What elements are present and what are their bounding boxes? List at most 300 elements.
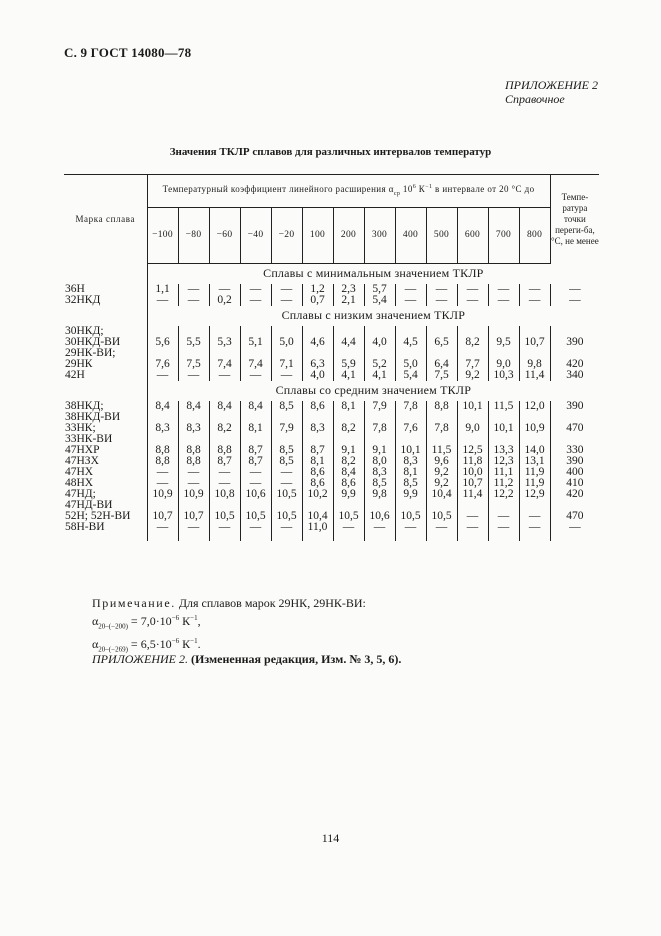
value-cell: 10,9 xyxy=(147,489,178,500)
alloy-name-cell: 48НХ xyxy=(64,478,147,489)
value-cell: 12,0 xyxy=(519,401,550,412)
value-cell: — xyxy=(488,522,519,533)
table-row xyxy=(64,467,599,478)
table-row xyxy=(64,489,599,500)
value-cell: — xyxy=(271,284,302,295)
alloy-name-cell: 29НК xyxy=(64,359,147,370)
value-cell: 11,5 xyxy=(426,445,457,456)
value-cell xyxy=(519,500,550,511)
value-cell: 4,4 xyxy=(333,337,364,348)
padding-cell xyxy=(333,533,364,541)
value-cell xyxy=(209,434,240,445)
value-cell: — xyxy=(240,284,271,295)
value-cell: 11,5 xyxy=(488,401,519,412)
section-name-spacer xyxy=(64,381,147,401)
value-cell: 11,4 xyxy=(457,489,488,500)
section-header-row xyxy=(64,306,599,326)
value-cell: 7,6 xyxy=(395,423,426,434)
value-cell: 9,2 xyxy=(457,370,488,381)
padding-cell xyxy=(178,533,209,541)
value-cell: 7,8 xyxy=(364,423,395,434)
value-cell: 9,0 xyxy=(488,359,519,370)
value-cell xyxy=(147,348,178,359)
value-cell xyxy=(488,326,519,337)
value-cell: 10,1 xyxy=(457,401,488,412)
table-row xyxy=(64,423,599,434)
value-cell: 9,6 xyxy=(426,456,457,467)
alloy-name-cell: 38НКД-ВИ xyxy=(64,412,147,423)
value-cell: — xyxy=(426,284,457,295)
value-cell xyxy=(178,412,209,423)
page-header-standard: С. 9 ГОСТ 14080—78 xyxy=(64,45,192,60)
value-cell: 8,6 xyxy=(302,467,333,478)
value-cell xyxy=(550,412,599,423)
value-cell: — xyxy=(519,511,550,522)
value-cell: — xyxy=(147,478,178,489)
section-name-spacer xyxy=(64,306,147,326)
koef-header: Температурный коэффициент линейного расширения $\alpha_{ср}$ $10^6$ $К^{-1}$ в интервале от 20 °С до xyxy=(147,175,550,208)
value-cell: 12,3 xyxy=(488,456,519,467)
value-cell xyxy=(333,434,364,445)
padding-cell xyxy=(147,533,178,541)
value-cell: — xyxy=(240,522,271,533)
value-cell: — xyxy=(240,478,271,489)
table-row xyxy=(64,348,599,359)
value-cell xyxy=(271,434,302,445)
value-cell: — xyxy=(271,478,302,489)
value-cell: 8,5 xyxy=(271,401,302,412)
value-cell: 8,4 xyxy=(178,401,209,412)
value-cell: — xyxy=(457,284,488,295)
value-cell: 390 xyxy=(566,399,584,412)
value-cell: — xyxy=(178,284,209,295)
value-cell: 11,9 xyxy=(519,467,550,478)
revision-note: ПРИЛОЖЕНИЕ 2. (Измененная редакция, Изм. № 3, 5, 6). xyxy=(92,652,402,666)
value-cell: 8,2 xyxy=(333,456,364,467)
value-cell xyxy=(488,500,519,511)
value-cell: 390 xyxy=(566,454,584,467)
value-cell xyxy=(302,348,333,359)
value-cell: — xyxy=(519,284,550,295)
value-cell xyxy=(178,500,209,511)
value-cell: 340 xyxy=(566,368,584,381)
alloy-name-cell: 47НХР xyxy=(64,445,147,456)
padding-cell xyxy=(209,533,240,541)
value-cell: 7,7 xyxy=(457,359,488,370)
value-cell: 7,5 xyxy=(426,370,457,381)
padding-cell xyxy=(457,533,488,541)
value-cell xyxy=(209,326,240,337)
tklr-table xyxy=(64,174,599,541)
value-cell: 2,3 xyxy=(333,284,364,295)
value-cell: 8,1 xyxy=(395,467,426,478)
temp-header-cell: 100 xyxy=(302,208,333,264)
table-row xyxy=(64,511,599,522)
value-cell: — xyxy=(569,293,581,306)
temp-header-cell: −40 xyxy=(240,208,271,264)
value-cell xyxy=(395,326,426,337)
value-cell: 390 xyxy=(566,335,584,348)
alloy-name-cell: 36Н xyxy=(64,284,147,295)
padding-cell xyxy=(271,533,302,541)
page-number: 114 xyxy=(321,831,340,845)
value-cell: — xyxy=(395,522,426,533)
table-row xyxy=(64,434,599,445)
temp-header-cell: 200 xyxy=(333,208,364,264)
value-cell xyxy=(302,434,333,445)
value-cell xyxy=(550,434,599,445)
value-cell xyxy=(333,326,364,337)
value-cell: 8,4 xyxy=(147,401,178,412)
value-cell: — xyxy=(488,284,519,295)
value-cell: 10,5 xyxy=(209,511,240,522)
value-cell: 0,2 xyxy=(209,295,240,306)
alloy-name-cell: 33НК-ВИ xyxy=(64,434,147,445)
value-cell: 7,9 xyxy=(271,423,302,434)
value-cell: — xyxy=(147,522,178,533)
value-cell xyxy=(302,500,333,511)
value-cell xyxy=(209,412,240,423)
value-cell xyxy=(178,348,209,359)
value-cell xyxy=(147,326,178,337)
value-cell: 5,3 xyxy=(209,337,240,348)
table-row xyxy=(64,500,599,511)
value-cell: 9,8 xyxy=(519,359,550,370)
value-cell: — xyxy=(519,295,550,306)
value-cell: — xyxy=(209,467,240,478)
value-cell xyxy=(457,434,488,445)
value-cell: 8,7 xyxy=(302,445,333,456)
padding-cell xyxy=(302,533,333,541)
value-cell: — xyxy=(147,467,178,478)
value-cell xyxy=(209,348,240,359)
value-cell: — xyxy=(457,511,488,522)
value-cell: 8,2 xyxy=(457,337,488,348)
alloy-name-cell: 32НКД xyxy=(64,295,147,306)
value-cell: 8,8 xyxy=(147,445,178,456)
temp-header-cell: 600 xyxy=(457,208,488,264)
section-name-spacer xyxy=(64,264,147,284)
table-row xyxy=(64,445,599,456)
section-header-row xyxy=(64,381,599,401)
value-cell: 5,0 xyxy=(271,337,302,348)
value-cell: 10,5 xyxy=(271,511,302,522)
value-cell: 5,4 xyxy=(364,295,395,306)
value-cell: — xyxy=(395,295,426,306)
value-cell xyxy=(271,412,302,423)
value-cell: 5,7 xyxy=(364,284,395,295)
value-cell xyxy=(426,326,457,337)
padding-cell xyxy=(364,533,395,541)
value-cell: — xyxy=(488,511,519,522)
table-row xyxy=(64,295,599,306)
value-cell: 5,6 xyxy=(147,337,178,348)
value-cell: 10,7 xyxy=(519,337,550,348)
value-cell: 4,0 xyxy=(302,370,333,381)
appendix-header xyxy=(505,78,598,106)
value-cell: 8,5 xyxy=(271,456,302,467)
value-cell: 10,7 xyxy=(147,511,178,522)
table-end-padding xyxy=(64,533,599,541)
value-cell: — xyxy=(178,295,209,306)
alloy-name-cell: 47НД-ВИ xyxy=(64,500,147,511)
value-cell: — xyxy=(426,522,457,533)
value-cell: 8,2 xyxy=(209,423,240,434)
table-row xyxy=(64,478,599,489)
value-cell xyxy=(426,434,457,445)
value-cell xyxy=(364,500,395,511)
value-cell xyxy=(240,434,271,445)
alloy-name-cell: 58Н-ВИ xyxy=(64,522,147,533)
value-cell xyxy=(147,500,178,511)
value-cell xyxy=(240,500,271,511)
value-cell: 1,2 xyxy=(302,284,333,295)
section-header-row xyxy=(64,264,599,284)
padding-cell xyxy=(64,533,147,541)
value-cell: 9,1 xyxy=(364,445,395,456)
value-cell xyxy=(178,326,209,337)
alloy-name-cell: 30НКД-ВИ xyxy=(64,337,147,348)
temp-header-cell: 500 xyxy=(426,208,457,264)
table-row xyxy=(64,522,599,533)
value-cell: 1,1 xyxy=(147,284,178,295)
value-cell: 8,5 xyxy=(271,445,302,456)
table-row xyxy=(64,401,599,412)
value-cell xyxy=(271,500,302,511)
value-cell: 10,5 xyxy=(240,511,271,522)
temp-header-cell: 800 xyxy=(519,208,550,264)
value-cell xyxy=(519,434,550,445)
value-cell xyxy=(395,434,426,445)
value-cell: 10,5 xyxy=(333,511,364,522)
value-cell: 420 xyxy=(566,487,584,500)
value-cell: — xyxy=(147,370,178,381)
value-cell: 5,9 xyxy=(333,359,364,370)
value-cell xyxy=(302,326,333,337)
value-cell: 8,1 xyxy=(302,456,333,467)
value-cell xyxy=(271,348,302,359)
value-cell: 10,4 xyxy=(302,511,333,522)
value-cell: 10,6 xyxy=(240,489,271,500)
value-cell: 4,6 xyxy=(302,337,333,348)
value-cell: — xyxy=(178,522,209,533)
value-cell: 470 xyxy=(566,421,584,434)
value-cell: 12,5 xyxy=(457,445,488,456)
value-cell: 10,1 xyxy=(395,445,426,456)
value-cell: — xyxy=(271,522,302,533)
note-formula-1: $\alpha_{20-(-200)} = 7,0\cdot 10^{-6}$ $К^{-1}$, xyxy=(92,614,201,631)
value-cell: 8,5 xyxy=(395,478,426,489)
value-cell xyxy=(209,500,240,511)
value-cell: 4,1 xyxy=(333,370,364,381)
value-cell: 6,5 xyxy=(426,337,457,348)
table-title: Значения ТКЛР сплавов для различных интервалов температур xyxy=(169,146,492,158)
value-cell: 7,5 xyxy=(178,359,209,370)
value-cell: 10,5 xyxy=(426,511,457,522)
value-cell xyxy=(178,434,209,445)
value-cell: 5,0 xyxy=(395,359,426,370)
value-cell: — xyxy=(426,295,457,306)
value-cell xyxy=(333,348,364,359)
value-cell xyxy=(550,500,599,511)
table-row xyxy=(64,337,599,348)
value-cell: 4,0 xyxy=(364,337,395,348)
temp-header-cell: −100 xyxy=(147,208,178,264)
value-cell xyxy=(395,412,426,423)
value-cell xyxy=(364,348,395,359)
value-cell: 10,1 xyxy=(488,423,519,434)
value-cell: 11,4 xyxy=(519,370,550,381)
value-cell: — xyxy=(178,467,209,478)
note-intro: Примечание. Для сплавов марок 29НК, 29НК-ВИ: xyxy=(92,596,366,610)
value-cell: 7,8 xyxy=(426,423,457,434)
value-cell: 8,4 xyxy=(333,467,364,478)
value-cell: 6,3 xyxy=(302,359,333,370)
value-cell: — xyxy=(569,520,581,533)
temp-header-cell: −80 xyxy=(178,208,209,264)
value-cell: 9,0 xyxy=(457,423,488,434)
value-cell xyxy=(457,500,488,511)
value-cell: 5,1 xyxy=(240,337,271,348)
value-cell: 470 xyxy=(566,509,584,522)
temp-header-cell: 300 xyxy=(364,208,395,264)
value-cell: — xyxy=(488,295,519,306)
value-cell: 8,3 xyxy=(395,456,426,467)
value-cell: 8,0 xyxy=(364,456,395,467)
value-cell: 10,6 xyxy=(364,511,395,522)
value-cell: — xyxy=(209,478,240,489)
value-cell xyxy=(426,348,457,359)
temp-header-cell: 400 xyxy=(395,208,426,264)
value-cell: 8,1 xyxy=(240,423,271,434)
value-cell: — xyxy=(178,478,209,489)
value-cell xyxy=(457,326,488,337)
value-cell: 10,5 xyxy=(271,489,302,500)
value-cell: 8,6 xyxy=(333,478,364,489)
value-cell: 5,2 xyxy=(364,359,395,370)
value-cell: 8,2 xyxy=(333,423,364,434)
value-cell xyxy=(333,412,364,423)
value-cell xyxy=(550,326,599,337)
alloy-name-cell: 47НЗХ xyxy=(64,456,147,467)
value-cell xyxy=(395,500,426,511)
value-cell: 10,3 xyxy=(488,370,519,381)
value-cell: 8,3 xyxy=(302,423,333,434)
value-cell xyxy=(302,412,333,423)
padding-cell xyxy=(426,533,457,541)
value-cell xyxy=(426,500,457,511)
value-cell: 7,8 xyxy=(395,401,426,412)
value-cell: 9,2 xyxy=(426,478,457,489)
value-cell xyxy=(147,412,178,423)
value-cell: 9,8 xyxy=(364,489,395,500)
value-cell xyxy=(550,348,599,359)
value-cell: — xyxy=(147,295,178,306)
temp-header-cell: −20 xyxy=(271,208,302,264)
value-cell: 11,1 xyxy=(488,467,519,478)
value-cell: 8,1 xyxy=(333,401,364,412)
note-block xyxy=(92,596,366,658)
padding-cell xyxy=(519,533,550,541)
value-cell: 8,3 xyxy=(364,467,395,478)
value-cell xyxy=(240,326,271,337)
table-row xyxy=(64,359,599,370)
value-cell: 330 xyxy=(566,443,584,456)
value-cell: 10,2 xyxy=(302,489,333,500)
value-cell xyxy=(147,434,178,445)
value-cell: 8,4 xyxy=(240,401,271,412)
section-title: Сплавы с низким значением ТКЛР xyxy=(281,308,466,322)
value-cell: 11,8 xyxy=(457,456,488,467)
section-title: Сплавы со средним значением ТКЛР xyxy=(275,383,472,397)
padding-cell xyxy=(550,533,599,541)
value-cell: — xyxy=(271,467,302,478)
padding-cell xyxy=(488,533,519,541)
table-row xyxy=(64,326,599,337)
value-cell: 4,5 xyxy=(395,337,426,348)
value-cell: 9,2 xyxy=(426,467,457,478)
value-cell: 12,2 xyxy=(488,489,519,500)
value-cell: — xyxy=(209,522,240,533)
value-cell xyxy=(333,500,364,511)
alloy-name-cell: 33НК; xyxy=(64,423,147,434)
alloy-name-cell: 42Н xyxy=(64,370,147,381)
value-cell: — xyxy=(240,370,271,381)
table-row xyxy=(64,284,599,295)
value-cell: 10,0 xyxy=(457,467,488,478)
value-cell xyxy=(488,348,519,359)
padding-cell xyxy=(395,533,426,541)
value-cell: 7,4 xyxy=(240,359,271,370)
value-cell: 8,7 xyxy=(240,445,271,456)
value-cell xyxy=(395,348,426,359)
value-cell: — xyxy=(519,522,550,533)
value-cell xyxy=(364,434,395,445)
alloy-name-cell: 52Н; 52Н-ВИ xyxy=(64,511,147,522)
value-cell xyxy=(519,326,550,337)
value-cell: — xyxy=(364,522,395,533)
value-cell: — xyxy=(569,282,581,295)
value-cell: 8,6 xyxy=(302,401,333,412)
value-cell: 400 xyxy=(566,465,584,478)
table-row xyxy=(64,412,599,423)
alloy-name-cell: 38НКД; xyxy=(64,401,147,412)
value-cell: 8,7 xyxy=(209,456,240,467)
value-cell: 420 xyxy=(566,357,584,370)
value-cell xyxy=(488,434,519,445)
padding-cell xyxy=(240,533,271,541)
value-cell: 6,4 xyxy=(426,359,457,370)
value-cell: 9,1 xyxy=(333,445,364,456)
value-cell: 13,1 xyxy=(519,456,550,467)
value-cell xyxy=(426,412,457,423)
table-row xyxy=(64,370,599,381)
value-cell xyxy=(488,412,519,423)
value-cell: 10,8 xyxy=(209,489,240,500)
value-cell: — xyxy=(457,522,488,533)
marka-header: Марка сплава xyxy=(64,175,147,264)
value-cell: — xyxy=(209,284,240,295)
value-cell: — xyxy=(333,522,364,533)
value-cell xyxy=(457,412,488,423)
alloy-name-cell: 30НКД; xyxy=(64,326,147,337)
value-cell: 10,7 xyxy=(457,478,488,489)
appendix-label: ПРИЛОЖЕНИЕ 2 xyxy=(505,78,598,92)
value-cell: 8,8 xyxy=(426,401,457,412)
value-cell: — xyxy=(209,370,240,381)
value-cell: 8,4 xyxy=(209,401,240,412)
bend-temp-header: Темпе-ратура точки переги-ба, °С, не менее xyxy=(550,175,599,264)
